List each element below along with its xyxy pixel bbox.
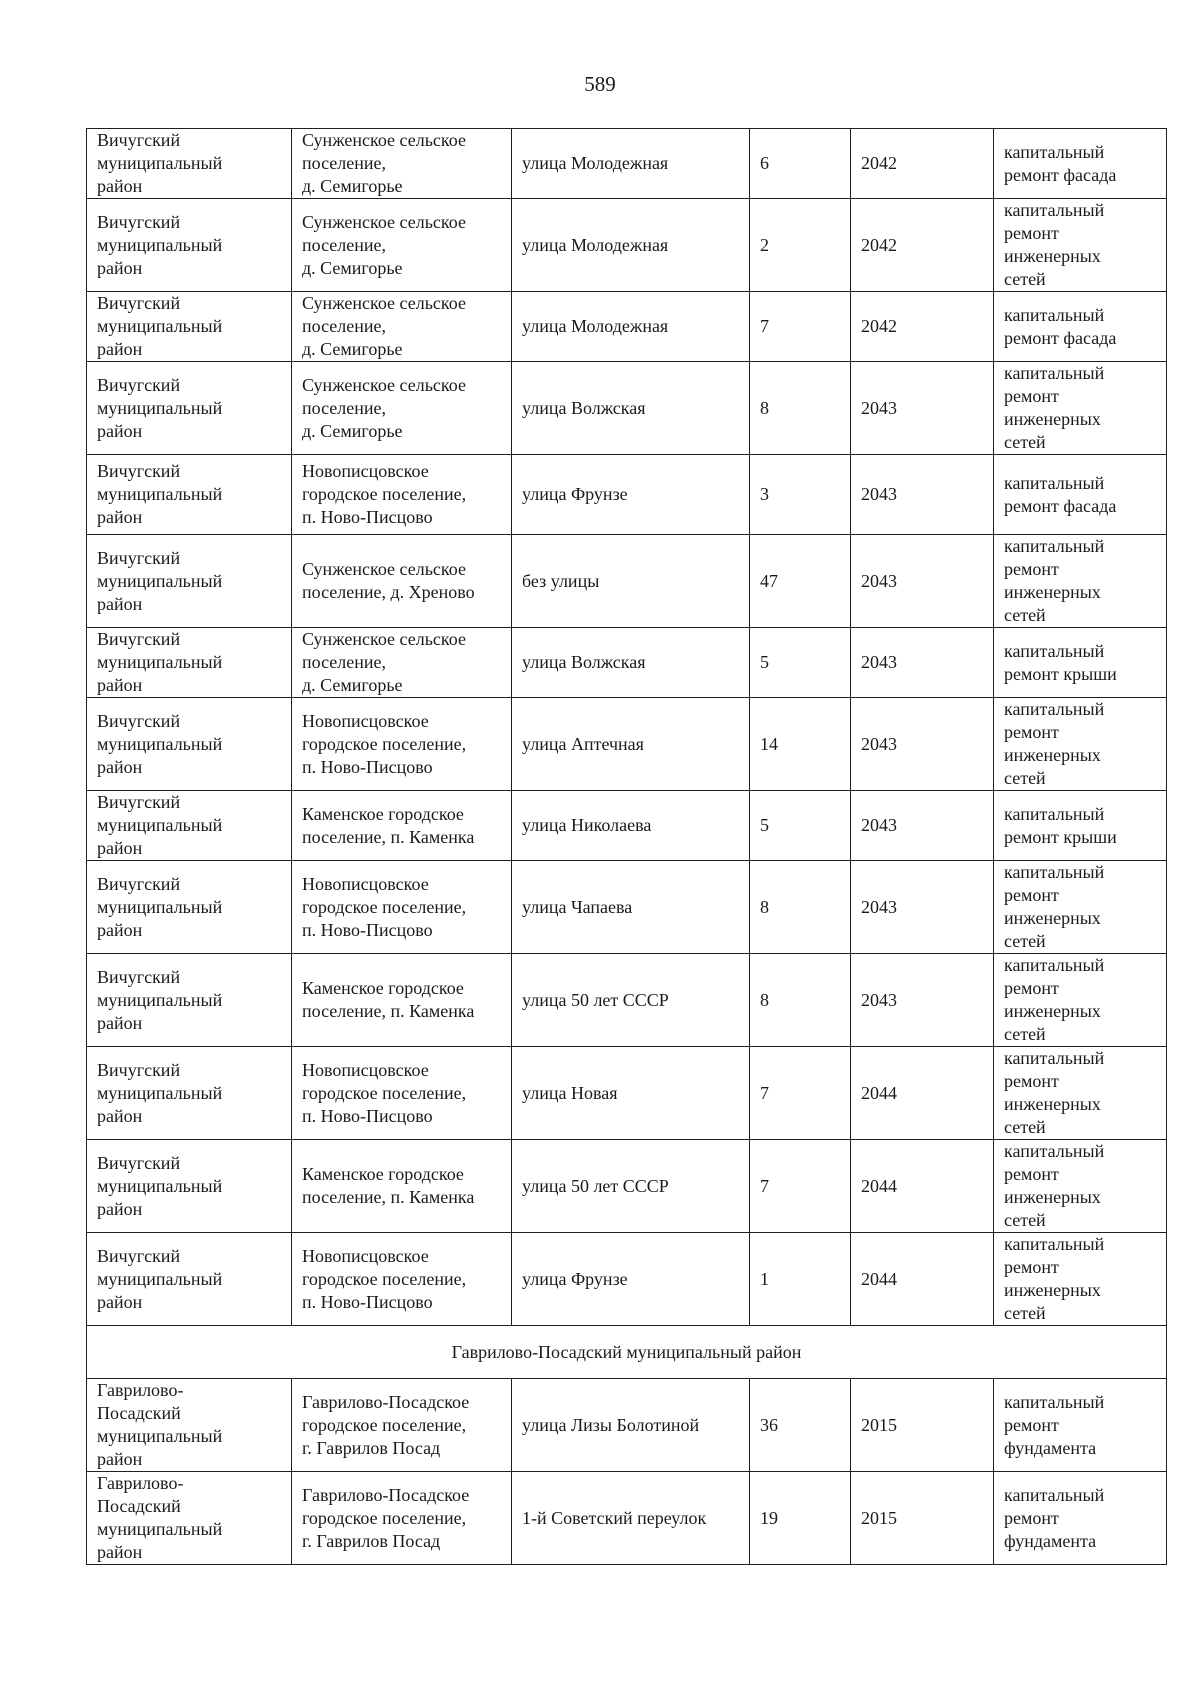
table-row (87, 954, 1167, 1047)
street-cell: 1-й Советский переулок (512, 1472, 750, 1565)
street-cell: улица 50 лет СССР (512, 954, 750, 1047)
settlement-cell: Гаврилово-Посадское городское поселение, г. Гаврилов Посад (292, 1379, 512, 1472)
district-cell: Вичугский муниципальный район (87, 954, 292, 1047)
year-cell: 2042 (851, 129, 994, 199)
district-cell: Вичугский муниципальный район (87, 1140, 292, 1233)
table-row (87, 1233, 1167, 1326)
work-type-cell: капитальный ремонт фасада (994, 292, 1167, 362)
district-cell: Вичугский муниципальный район (87, 861, 292, 954)
work-type-cell: капитальный ремонт фасада (994, 129, 1167, 199)
house-number-cell: 47 (750, 535, 851, 628)
house-number-cell: 5 (750, 628, 851, 698)
page-number: 589 (584, 72, 616, 96)
year-cell: 2043 (851, 698, 994, 791)
district-cell: Вичугский муниципальный район (87, 199, 292, 292)
settlement-cell: Новописцовское городское поселение, п. Ново-Писцово (292, 455, 512, 535)
district-cell: Гаврилово- Посадский муниципальный район (87, 1472, 292, 1565)
table-row (87, 1140, 1167, 1233)
house-number-cell: 14 (750, 698, 851, 791)
year-cell: 2044 (851, 1047, 994, 1140)
settlement-cell: Каменское городское поселение, п. Каменка (292, 1140, 512, 1233)
table-row (87, 791, 1167, 861)
year-cell: 2015 (851, 1472, 994, 1565)
street-cell: улица Чапаева (512, 861, 750, 954)
house-number-cell: 2 (750, 199, 851, 292)
house-number-cell: 8 (750, 362, 851, 455)
year-cell: 2043 (851, 861, 994, 954)
work-type-cell: капитальный ремонт фундамента (994, 1472, 1167, 1565)
settlement-cell: Сунженское сельское поселение, д. Семигорье (292, 129, 512, 199)
work-type-cell: капитальный ремонт инженерных сетей (994, 1233, 1167, 1326)
work-type-cell: капитальный ремонт инженерных сетей (994, 199, 1167, 292)
house-number-cell: 7 (750, 1140, 851, 1233)
house-number-cell: 3 (750, 455, 851, 535)
house-number-cell: 5 (750, 791, 851, 861)
table-row (87, 129, 1167, 199)
section-header-row (87, 1326, 1167, 1379)
work-type-cell: капитальный ремонт инженерных сетей (994, 1140, 1167, 1233)
street-cell: улица 50 лет СССР (512, 1140, 750, 1233)
district-cell: Вичугский муниципальный район (87, 1047, 292, 1140)
house-number-cell: 19 (750, 1472, 851, 1565)
year-cell: 2042 (851, 199, 994, 292)
settlement-cell: Новописцовское городское поселение, п. Ново-Писцово (292, 861, 512, 954)
district-cell: Вичугский муниципальный район (87, 362, 292, 455)
street-cell: улица Новая (512, 1047, 750, 1140)
year-cell: 2043 (851, 362, 994, 455)
table-row (87, 1379, 1167, 1472)
district-cell: Вичугский муниципальный район (87, 535, 292, 628)
street-cell: улица Молодежная (512, 199, 750, 292)
section-title: Гаврилово-Посадский муниципальный район (87, 1326, 1167, 1379)
year-cell: 2043 (851, 954, 994, 1047)
district-cell: Гаврилово- Посадский муниципальный район (87, 1379, 292, 1472)
year-cell: 2042 (851, 292, 994, 362)
year-cell: 2044 (851, 1140, 994, 1233)
settlement-cell: Новописцовское городское поселение, п. Ново-Писцово (292, 1047, 512, 1140)
street-cell: без улицы (512, 535, 750, 628)
street-cell: улица Волжская (512, 362, 750, 455)
work-type-cell: капитальный ремонт инженерных сетей (994, 362, 1167, 455)
settlement-cell: Сунженское сельское поселение, д. Хреново (292, 535, 512, 628)
street-cell: улица Молодежная (512, 292, 750, 362)
year-cell: 2044 (851, 1233, 994, 1326)
table-row (87, 628, 1167, 698)
work-type-cell: капитальный ремонт крыши (994, 791, 1167, 861)
work-type-cell: капитальный ремонт инженерных сетей (994, 698, 1167, 791)
table-row (87, 698, 1167, 791)
district-cell: Вичугский муниципальный район (87, 129, 292, 199)
work-type-cell: капитальный ремонт инженерных сетей (994, 535, 1167, 628)
settlement-cell: Сунженское сельское поселение, д. Семигорье (292, 199, 512, 292)
street-cell: улица Молодежная (512, 129, 750, 199)
street-cell: улица Волжская (512, 628, 750, 698)
table-row (87, 535, 1167, 628)
year-cell: 2015 (851, 1379, 994, 1472)
table-row (87, 1047, 1167, 1140)
house-number-cell: 1 (750, 1233, 851, 1326)
house-number-cell: 8 (750, 954, 851, 1047)
table-row (87, 199, 1167, 292)
street-cell: улица Фрунзе (512, 1233, 750, 1326)
district-cell: Вичугский муниципальный район (87, 455, 292, 535)
house-number-cell: 8 (750, 861, 851, 954)
year-cell: 2043 (851, 791, 994, 861)
settlement-cell: Новописцовское городское поселение, п. Ново-Писцово (292, 698, 512, 791)
district-cell: Вичугский муниципальный район (87, 791, 292, 861)
settlement-cell: Сунженское сельское поселение, д. Семигорье (292, 628, 512, 698)
district-cell: Вичугский муниципальный район (87, 698, 292, 791)
table-row (87, 362, 1167, 455)
work-type-cell: капитальный ремонт инженерных сетей (994, 954, 1167, 1047)
settlement-cell: Каменское городское поселение, п. Каменка (292, 791, 512, 861)
table-row (87, 1472, 1167, 1565)
district-cell: Вичугский муниципальный район (87, 292, 292, 362)
table-row (87, 455, 1167, 535)
house-number-cell: 7 (750, 292, 851, 362)
settlement-cell: Новописцовское городское поселение, п. Ново-Писцово (292, 1233, 512, 1326)
district-cell: Вичугский муниципальный район (87, 1233, 292, 1326)
work-type-cell: капитальный ремонт инженерных сетей (994, 861, 1167, 954)
repair-schedule-table (86, 128, 1167, 1565)
street-cell: улица Лизы Болотиной (512, 1379, 750, 1472)
table-row (87, 292, 1167, 362)
street-cell: улица Николаева (512, 791, 750, 861)
house-number-cell: 7 (750, 1047, 851, 1140)
year-cell: 2043 (851, 628, 994, 698)
year-cell: 2043 (851, 535, 994, 628)
street-cell: улица Фрунзе (512, 455, 750, 535)
settlement-cell: Сунженское сельское поселение, д. Семигорье (292, 292, 512, 362)
table-row (87, 861, 1167, 954)
settlement-cell: Гаврилово-Посадское городское поселение, г. Гаврилов Посад (292, 1472, 512, 1565)
work-type-cell: капитальный ремонт инженерных сетей (994, 1047, 1167, 1140)
street-cell: улица Аптечная (512, 698, 750, 791)
house-number-cell: 36 (750, 1379, 851, 1472)
settlement-cell: Сунженское сельское поселение, д. Семигорье (292, 362, 512, 455)
settlement-cell: Каменское городское поселение, п. Каменка (292, 954, 512, 1047)
house-number-cell: 6 (750, 129, 851, 199)
work-type-cell: капитальный ремонт фундамента (994, 1379, 1167, 1472)
year-cell: 2043 (851, 455, 994, 535)
work-type-cell: капитальный ремонт крыши (994, 628, 1167, 698)
district-cell: Вичугский муниципальный район (87, 628, 292, 698)
work-type-cell: капитальный ремонт фасада (994, 455, 1167, 535)
